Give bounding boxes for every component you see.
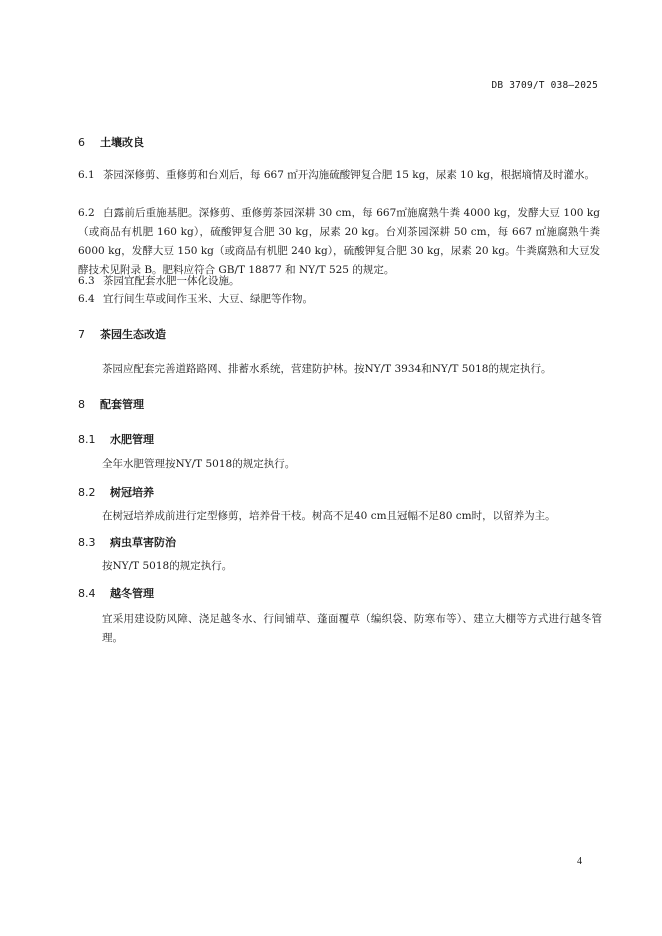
subsection-title: 病虫草害防治 xyxy=(110,536,176,549)
clause-6-4 xyxy=(78,290,600,309)
subsection-number: 8.3 xyxy=(78,536,96,549)
subsection-8-4-heading xyxy=(78,585,154,601)
section-title: 配套管理 xyxy=(100,398,144,411)
clause-number: 6.3 xyxy=(78,275,95,287)
clause-text: 白露前后重施基肥。深修剪、重修剪茶园深耕 30 cm，每 667㎡施腐熟牛粪 4000 kg，发酵大豆 100 kg（或商品有机肥 160 kg），硫酸钾复合肥 30 kg，尿素 20 kg。台刈茶园深耕 50 cm，每 667 ㎡施腐熟牛粪 6000 kg，发酵大豆 150 kg（或商品有机肥 240 kg），硫酸钾复合肥 30 kg，尿素 20 kg。牛粪腐熟和大豆发酵技术见附录 B。肥料应符合 GB/T 18877 和 NY/T 525 的规定。 xyxy=(78,207,600,276)
section-title: 茶园生态改造 xyxy=(100,328,166,341)
section-8-heading xyxy=(78,396,144,412)
section-7-body: 茶园应配套完善道路路网、排蓄水系统，营建防护林。按NY/T 3934和NY/T 5018的规定执行。 xyxy=(102,363,552,375)
subsection-8-2-body: 在树冠培养成前进行定型修剪，培养骨干枝。树高不足40 cm且冠幅不足80 cm时，以留养为主。 xyxy=(102,510,556,522)
clause-number: 6.4 xyxy=(78,293,95,305)
subsection-number: 8.2 xyxy=(78,486,96,499)
doc-code: DB 3709/T 038—2025 xyxy=(491,80,598,91)
clause-text: 茶园深修剪、重修剪和台刈后，每 667 ㎡开沟施硫酸钾复合肥 15 kg，尿素 10 kg，根据墒情及时灌水。 xyxy=(103,169,595,181)
clause-6-2 xyxy=(78,204,600,280)
subsection-8-4-body: 宜采用建设防风障、浇足越冬水、行间铺草、蓬面覆草（编织袋、防寒布等）、建立大棚等方式进行越冬管理。 xyxy=(102,613,602,644)
subsection-8-2-heading xyxy=(78,484,154,500)
subsection-8-1-heading xyxy=(78,431,154,447)
page-number: 4 xyxy=(577,856,582,867)
subsection-title: 水肥管理 xyxy=(110,433,154,446)
clause-number: 6.1 xyxy=(78,169,95,181)
clause-text: 茶园宜配套水肥一体化设施。 xyxy=(103,275,240,287)
subsection-title: 越冬管理 xyxy=(110,587,154,600)
section-number: 7 xyxy=(78,328,85,341)
section-7-heading xyxy=(78,326,166,342)
subsection-8-3-heading xyxy=(78,534,176,550)
subsection-title: 树冠培养 xyxy=(110,486,154,499)
clause-text: 宜行间生草或间作玉米、大豆、绿肥等作物。 xyxy=(103,293,313,305)
section-number: 6 xyxy=(78,136,85,149)
clause-6-1 xyxy=(78,166,600,185)
section-title: 土壤改良 xyxy=(100,136,144,149)
section-number: 8 xyxy=(78,398,85,411)
subsection-number: 8.1 xyxy=(78,433,96,446)
clause-number: 6.2 xyxy=(78,207,95,219)
section-6-heading xyxy=(78,134,144,150)
subsection-number: 8.4 xyxy=(78,587,96,600)
subsection-8-1-body: 全年水肥管理按NY/T 5018的规定执行。 xyxy=(102,458,296,470)
clause-6-3 xyxy=(78,272,600,291)
subsection-8-3-body: 按NY/T 5018的规定执行。 xyxy=(102,560,233,572)
